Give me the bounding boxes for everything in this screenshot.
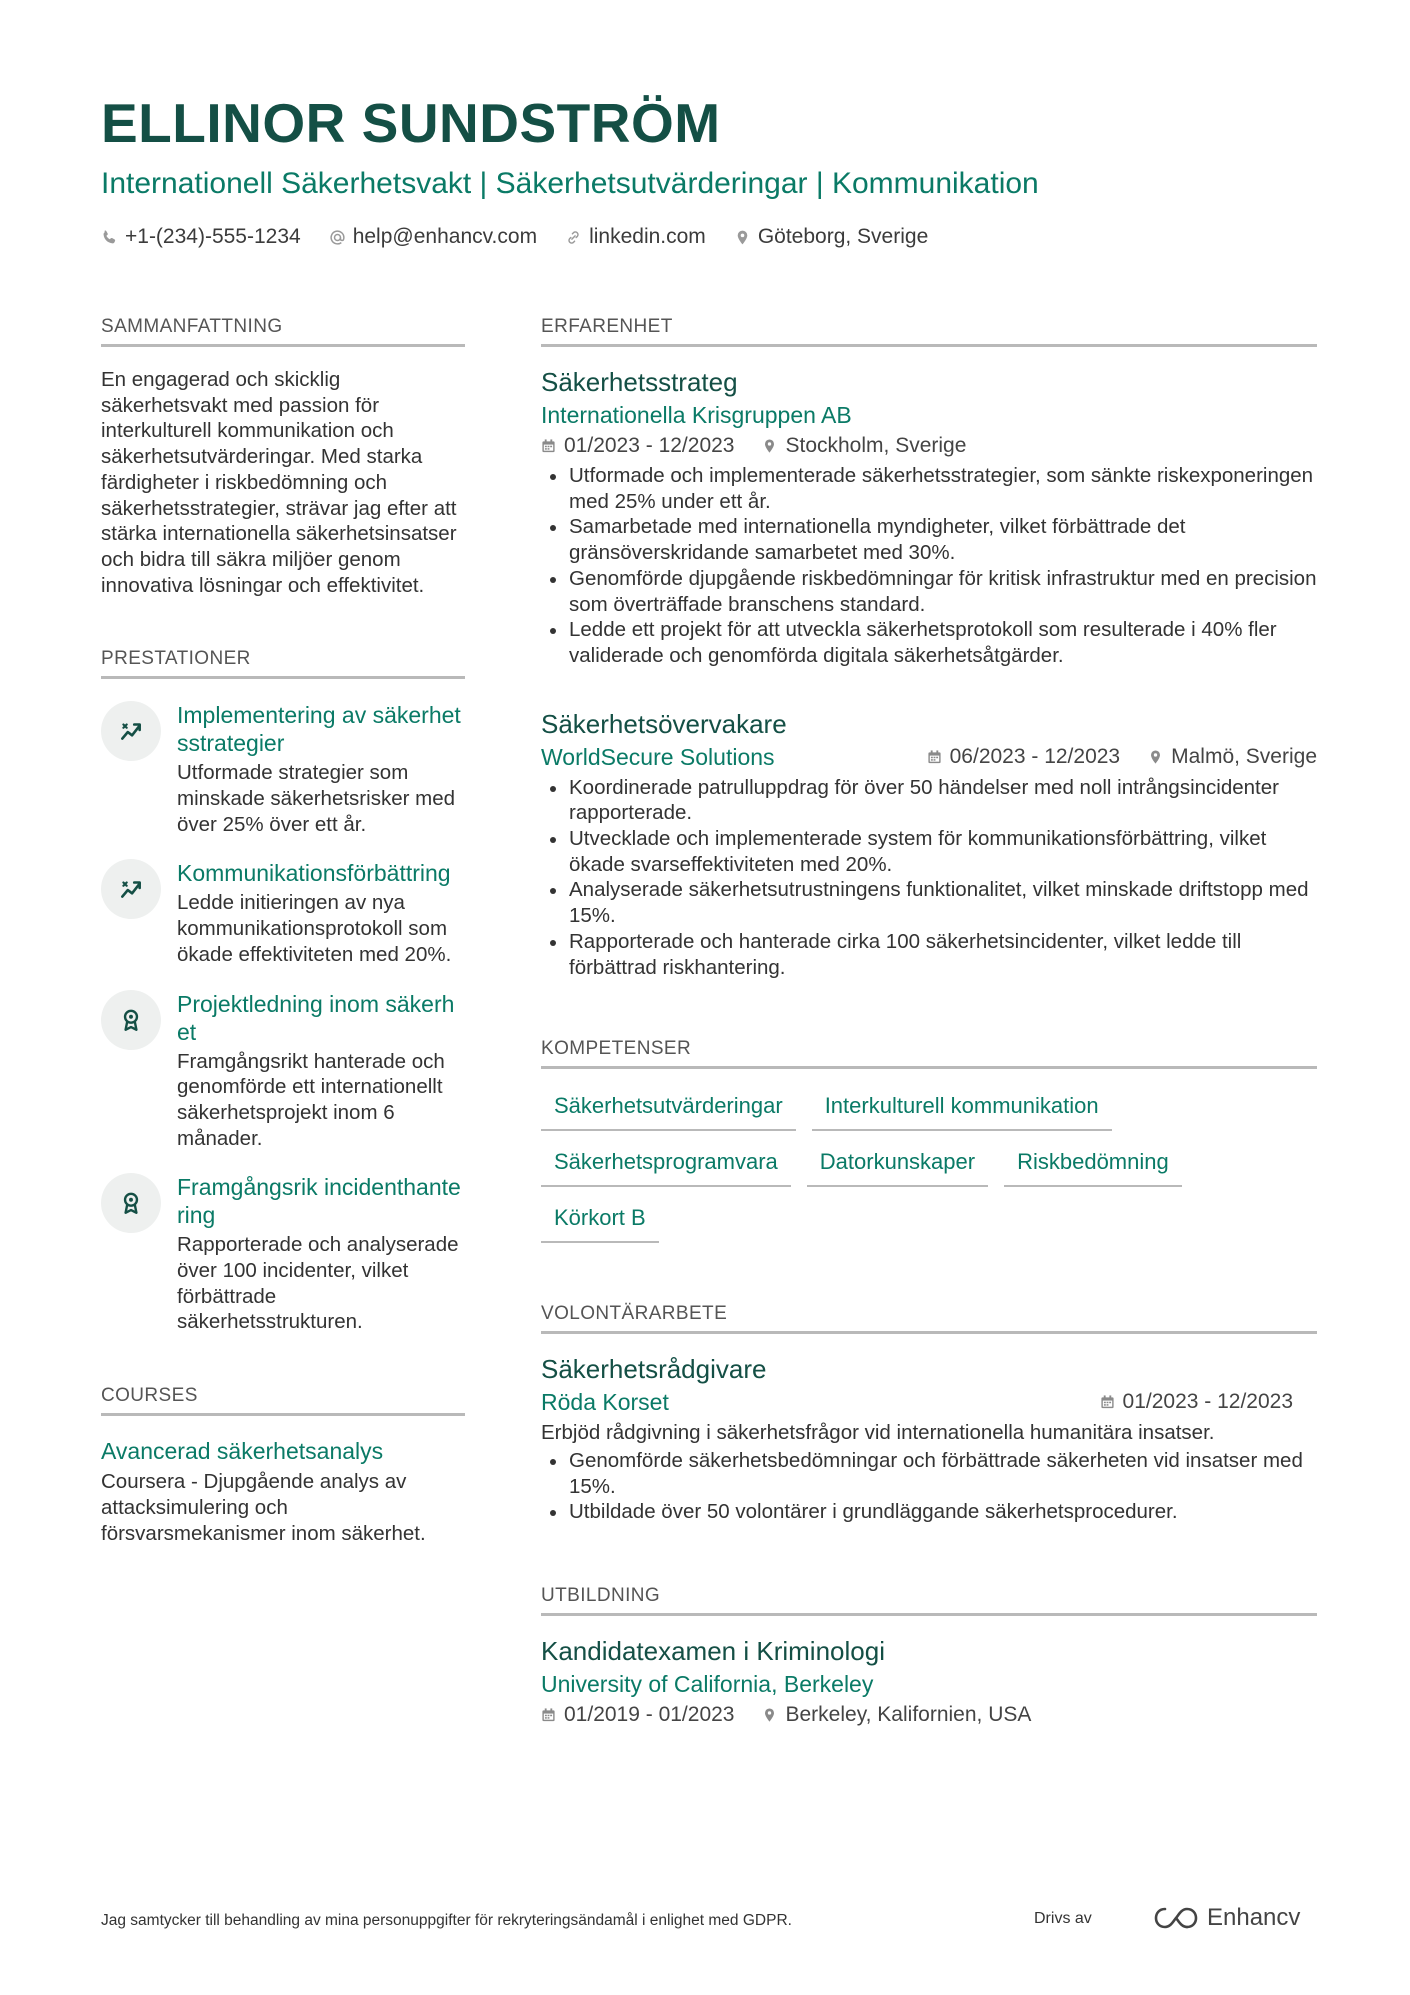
skill-tag: Riskbedömning <box>1004 1147 1182 1187</box>
list-item: Ledde ett projekt för att utveckla säkerhetsprotokoll som resulterade i 40% fler validerade och genomförda digitala säkerhetsåtgärder. <box>541 617 1317 668</box>
job-meta <box>927 742 1317 772</box>
achievement-item <box>101 990 465 1152</box>
brand-name: Enhancv <box>1207 1904 1301 1931</box>
gdpr-consent-text: Jag samtycker till behandling av mina personuppgifter för rekryteringsändamål i enlighet med GDPR. <box>101 1912 792 1929</box>
degree-title: Kandidatexamen i Kriminologi <box>541 1636 885 1667</box>
volunteer-dates: 01/2023 - 12/2023 <box>1122 1390 1293 1414</box>
achievement-desc: Framgångsrikt hanterade och genomförde ett internationellt säkerhetsprojekt inom 6 månader. <box>177 1049 445 1150</box>
job-bullets <box>541 463 1317 669</box>
achievement-icon-wrap <box>101 859 161 919</box>
achievement-icon-wrap <box>101 990 161 1050</box>
location-text: Göteborg, Sverige <box>757 225 929 248</box>
skills-heading: KOMPETENSER <box>541 1036 1317 1069</box>
skill-tag: Säkerhetsutvärderingar <box>541 1091 796 1131</box>
location-pin-icon <box>734 229 751 246</box>
job-dates: 01/2023 - 12/2023 <box>564 434 735 457</box>
trend-icon <box>118 718 144 744</box>
courses-section <box>101 1383 465 1546</box>
achievements-heading: PRESTATIONER <box>101 646 465 679</box>
headline: Internationell Säkerhetsvakt | Säkerhetsutvärderingar | Kommunikation <box>101 167 1039 200</box>
trend-icon <box>118 876 144 902</box>
link-icon <box>565 229 582 246</box>
infinity-logo-icon <box>1153 1905 1199 1931</box>
achievement-title: Kommunikationsförbättring <box>177 860 451 887</box>
volunteer-desc: Erbjöd rådgivning i säkerhetsfrågor vid internationella humanitära insatser. <box>541 1421 1215 1445</box>
achievement-title: Implementering av säkerhetsstrategier <box>177 702 461 757</box>
achievement-icon-wrap <box>101 701 161 761</box>
list-item: Genomförde djupgående riskbedömningar för kritisk infrastruktur med en precision som överträffade branschens standard. <box>541 566 1317 617</box>
volunteer-section <box>541 1301 1317 1525</box>
enhancv-logo[interactable] <box>1153 1904 1300 1932</box>
job-bullets <box>541 775 1317 981</box>
contact-linkedin[interactable] <box>565 222 706 252</box>
calendar-icon <box>541 1707 556 1723</box>
achievement-desc: Utformade strategier som minskade säkerhetsrisker med över 25% över ett år. <box>177 761 455 836</box>
achievement-title: Projektledning inom säkerhet <box>177 990 455 1045</box>
courses-heading: COURSES <box>101 1383 465 1416</box>
course-title: Avancerad säkerhetsanalys <box>101 1438 384 1465</box>
skill-tag: Säkerhetsprogramvara <box>541 1147 791 1187</box>
education-dates: 01/2019 - 01/2023 <box>564 1703 735 1727</box>
right-column <box>541 314 1317 1778</box>
job-company: WorldSecure Solutions <box>541 743 775 770</box>
job-company: Internationella Krisgruppen AB <box>541 402 852 428</box>
achievement-desc: Rapporterade och analyserade över 100 incidenter, vilket förbättrade säkerhetsstrukturen. <box>177 1233 459 1334</box>
job-title: Säkerhetsövervakare <box>541 708 787 739</box>
location-pin-icon <box>762 1707 777 1723</box>
volunteer-entry <box>541 1352 1317 1525</box>
email-text: help@enhancv.com <box>352 225 538 248</box>
phone-text: +1-(234)-555-1234 <box>125 225 301 248</box>
volunteer-meta <box>1100 1387 1293 1417</box>
contact-email[interactable] <box>329 222 537 252</box>
course-desc: Coursera - Djupgående analys av attacksimulering och försvarsmekanismer inom säkerhet. <box>101 1470 426 1545</box>
skill-tag: Datorkunskaper <box>807 1147 988 1187</box>
job-location: Stockholm, Sverige <box>785 434 967 457</box>
contact-location <box>734 222 928 252</box>
summary-section <box>101 314 465 598</box>
left-column <box>101 314 465 1594</box>
education-meta <box>541 1700 1317 1730</box>
achievements-section <box>101 646 465 1335</box>
list-item: Utbildade över 50 volontärer i grundläggande säkerhetsprocedurer. <box>541 1499 1317 1525</box>
award-icon <box>118 1007 144 1033</box>
calendar-icon <box>1100 1394 1115 1410</box>
education-entry <box>541 1634 1317 1730</box>
calendar-icon <box>927 749 942 765</box>
phone-icon <box>101 229 118 246</box>
volunteer-bullets <box>541 1448 1317 1525</box>
job-meta <box>541 431 1317 461</box>
contact-info <box>101 222 1321 252</box>
powered-by-text: Drivs av <box>1034 1910 1092 1927</box>
linkedin-text: linkedin.com <box>589 225 706 248</box>
volunteer-role: Säkerhetsrådgivare <box>541 1354 767 1385</box>
resume-header <box>101 88 1321 252</box>
skills-list <box>541 1091 1281 1243</box>
achievement-item <box>101 859 465 967</box>
list-item: Analyserade säkerhetsutrustningens funktionalitet, vilket minskade driftstopp med 15%. <box>541 877 1317 928</box>
education-heading: UTBILDNING <box>541 1583 1317 1616</box>
education-location: Berkeley, Kalifornien, USA <box>785 1703 1032 1727</box>
location-pin-icon <box>1148 749 1163 765</box>
volunteer-org: Röda Korset <box>541 1389 669 1416</box>
location-pin-icon <box>762 438 777 454</box>
experience-heading: ERFARENHET <box>541 314 1317 347</box>
skill-tag: Körkort B <box>541 1203 659 1243</box>
school-name: University of California, Berkeley <box>541 1671 874 1698</box>
award-icon <box>118 1190 144 1216</box>
candidate-name: ELLINOR SUNDSTRÖM <box>101 92 721 154</box>
at-icon <box>329 229 346 246</box>
contact-phone[interactable] <box>101 222 301 252</box>
summary-heading: SAMMANFATTNING <box>101 314 465 347</box>
experience-section <box>541 314 1317 980</box>
achievement-title: Framgångsrik incidenthantering <box>177 1174 461 1229</box>
job-title: Säkerhetsstrateg <box>541 367 738 397</box>
page-footer <box>101 1904 1321 1940</box>
list-item: Genomförde säkerhetsbedömningar och förbättrade säkerheten vid insatser med 15%. <box>541 1448 1317 1499</box>
job-entry <box>541 365 1317 669</box>
list-item: Samarbetade med internationella myndigheter, vilket förbättrade det gränsöverskridande samarbetet med 30%. <box>541 514 1317 565</box>
summary-text: En engagerad och skicklig säkerhetsvakt med passion för interkulturell kommunikation och säkerhetsutvärderingar. Med starka färdigheter i riskbedömning och säkerhetsstrategier, strävar jag efter att stärka internationella säkerhetsinsatser och bidra till säkra miljöer genom innovativa lösningar och effektivitet. <box>101 368 457 597</box>
achievement-item <box>101 1173 465 1335</box>
education-section <box>541 1583 1317 1730</box>
skills-section <box>541 1036 1317 1243</box>
job-entry <box>541 707 1317 981</box>
list-item: Utvecklade och implementerade system för kommunikationsförbättring, vilket ökade svarseffektiviteten med 20%. <box>541 826 1317 877</box>
job-location: Malmö, Sverige <box>1171 744 1317 768</box>
achievement-desc: Ledde initieringen av nya kommunikationsprotokoll som ökade effektiviteten med 20%. <box>177 891 452 966</box>
job-dates: 06/2023 - 12/2023 <box>949 744 1121 768</box>
calendar-icon <box>541 438 556 454</box>
achievement-item <box>101 701 465 837</box>
achievement-icon-wrap <box>101 1173 161 1233</box>
list-item: Koordinerade patrulluppdrag för över 50 händelser med noll intrångsincidenter rapporterade. <box>541 775 1317 826</box>
skill-tag: Interkulturell kommunikation <box>812 1091 1112 1131</box>
list-item: Utformade och implementerade säkerhetsstrategier, som sänkte riskexponeringen med 25% under ett år. <box>541 463 1317 514</box>
list-item: Rapporterade och hanterade cirka 100 säkerhetsincidenter, vilket ledde till förbättrad riskhantering. <box>541 929 1317 980</box>
volunteer-heading: VOLONTÄRARBETE <box>541 1301 1317 1334</box>
